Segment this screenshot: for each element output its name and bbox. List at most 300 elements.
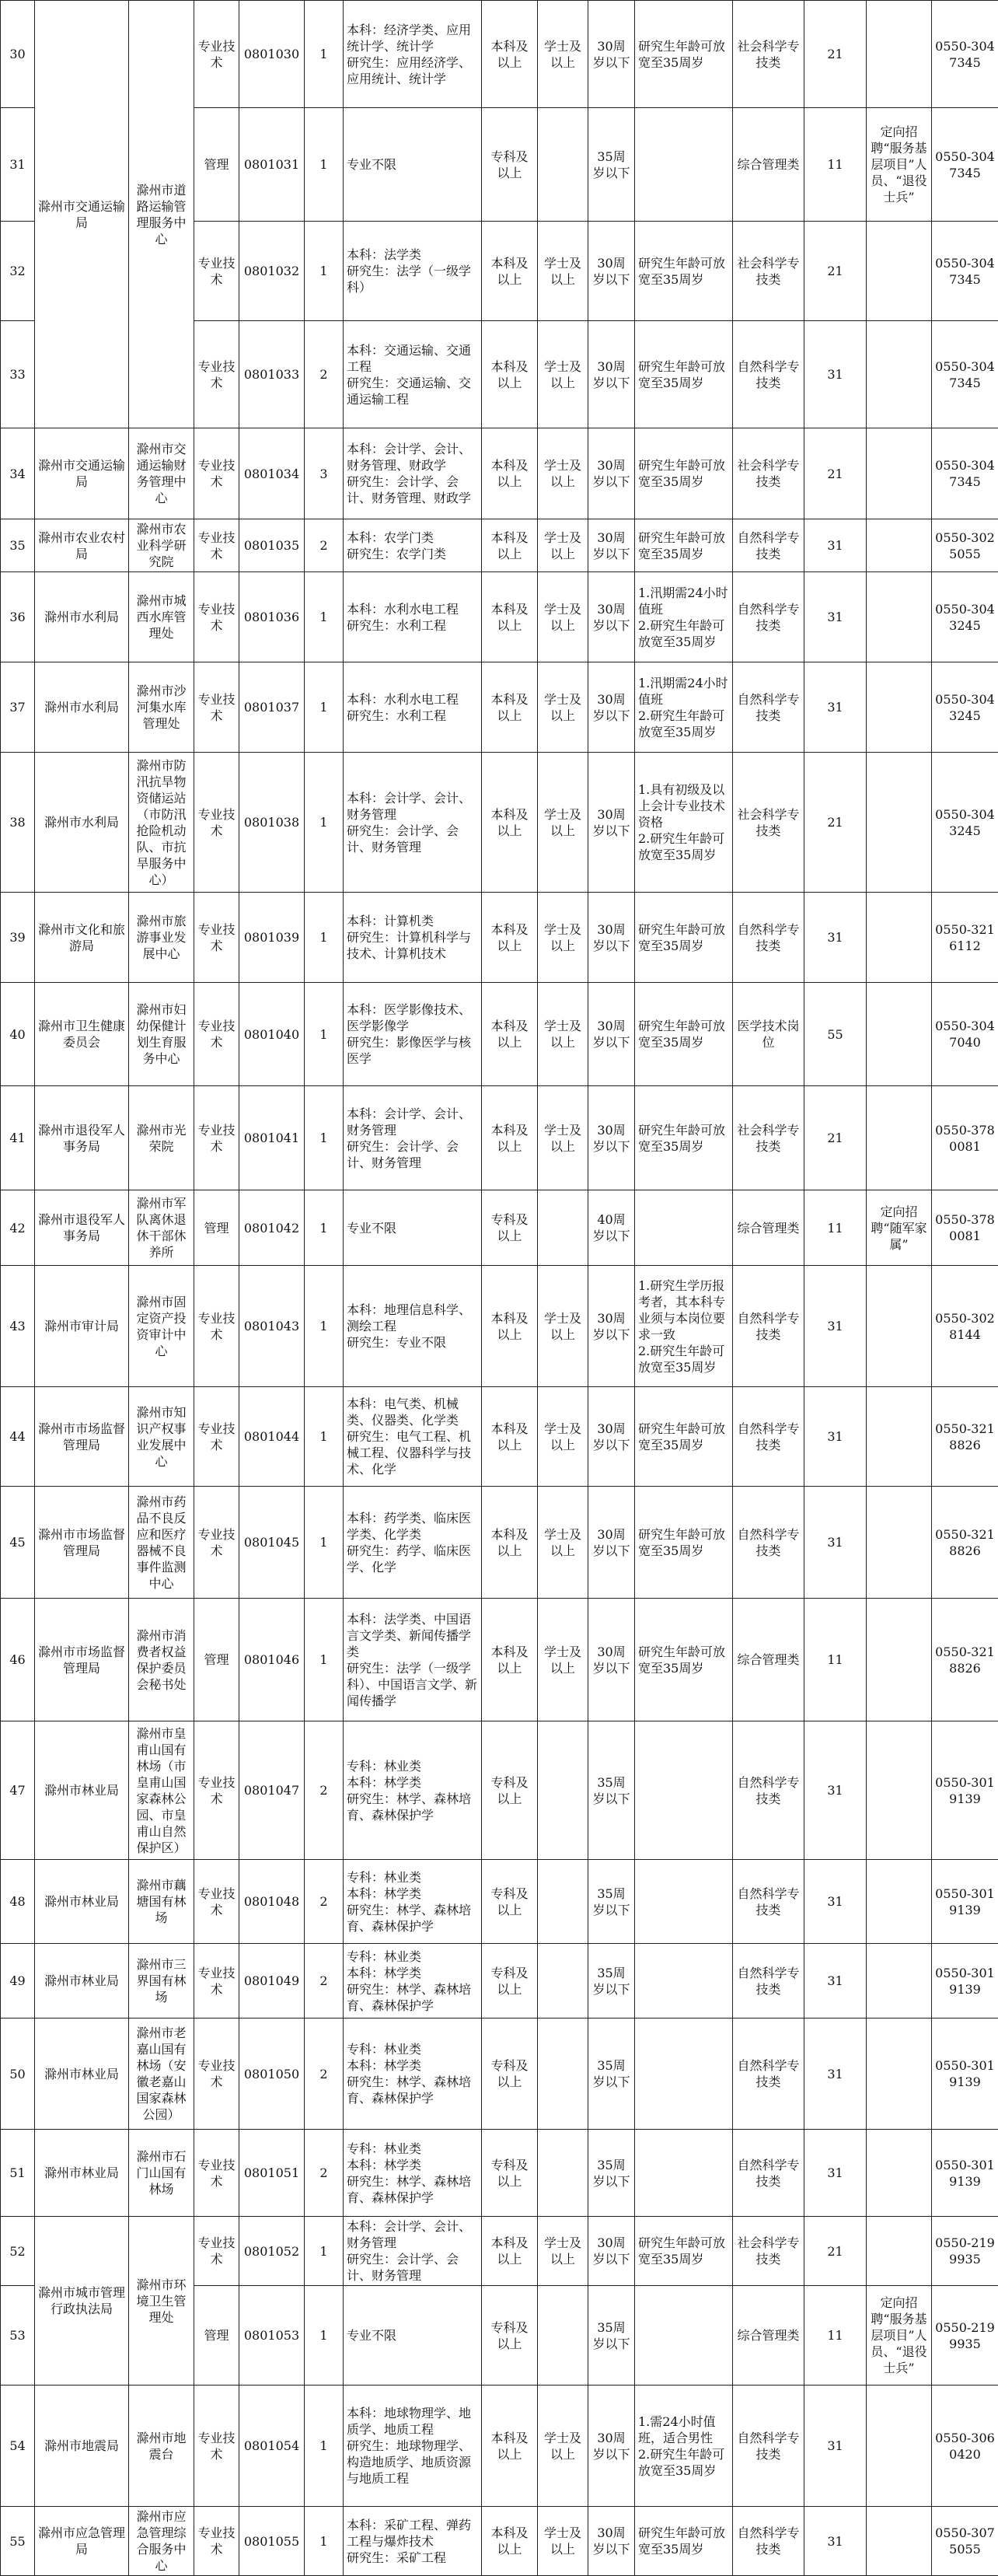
phone-cell: 0550-3075055 [932,2507,998,2576]
post-code-cell: 0801055 [239,2507,305,2576]
department-cell: 滁州市市场监督管理局 [35,1487,129,1599]
count-cell: 1 [305,1266,344,1387]
post-code-cell: 0801037 [239,662,305,753]
major-cell: 本科：交通运输、交通工程 研究生：交通运输、交通运输工程 [344,321,482,428]
post-code-cell: 0801046 [239,1599,305,1721]
seq-cell: 44 [1,1387,35,1487]
other-cell: 定向招聘“服务基层项目”人员、“退役士兵” [867,2286,932,2386]
major-cell: 专业不限 [344,1190,482,1266]
major-cell: 本科：采矿工程、弹药工程与爆炸技术 研究生：采矿工程 [344,2507,482,2576]
table-row [1,1860,998,1944]
count-cell: 1 [305,1086,344,1190]
phone-cell: 0550-3025055 [932,519,998,572]
count-cell: 1 [305,1599,344,1721]
category-code-cell: 21 [804,428,867,519]
category-code-cell: 55 [804,983,867,1086]
table-row [1,1721,998,1860]
age-cell: 30周岁以下 [588,1266,635,1387]
other-cell [867,1387,932,1487]
education-cell: 本科及以上 [482,893,538,983]
seq-cell: 54 [1,2386,35,2507]
category-code-cell: 31 [804,321,867,428]
other-cell [867,2217,932,2286]
requirement-cell: 研究生年龄可放宽至35周岁 [635,1086,733,1190]
category-cell: 综合管理类 [733,1190,804,1266]
unit-cell: 滁州市环境卫生管理处 [129,2217,194,2386]
major-cell: 本科：药学类、临床医学类、化学类 研究生：药学、临床医学、化学 [344,1487,482,1599]
category-cell: 自然科学专技类 [733,2130,804,2217]
category-cell: 自然科学专技类 [733,1860,804,1944]
degree-cell: 学士及以上 [538,1599,588,1721]
post-type-cell: 管理 [194,1190,239,1266]
category-cell: 社会科学专技类 [733,1,804,108]
post-code-cell: 0801034 [239,428,305,519]
count-cell: 1 [305,1387,344,1487]
category-cell: 社会科学专技类 [733,1086,804,1190]
degree-cell: 学士及以上 [538,1,588,108]
seq-cell: 42 [1,1190,35,1266]
major-cell: 本科：电气类、机械类、仪器类、化学类 研究生：电气工程、机械工程、仪器科学与技术、化学 [344,1387,482,1487]
category-code-cell: 31 [804,2507,867,2576]
department-cell: 滁州市市场监督管理局 [35,1599,129,1721]
post-type-cell: 专业技术 [194,222,239,321]
phone-cell: 0550-3043245 [932,753,998,893]
other-cell [867,2507,932,2576]
requirement-cell [635,108,733,222]
department-cell: 滁州市交通运输局 [35,1,129,428]
department-cell: 滁州市市场监督管理局 [35,1387,129,1487]
education-cell: 专科及以上 [482,1190,538,1266]
age-cell: 30周岁以下 [588,753,635,893]
phone-cell: 0550-3060420 [932,2386,998,2507]
category-cell: 社会科学专技类 [733,222,804,321]
major-cell: 本科：计算机类 研究生：计算机科学与技术、计算机技术 [344,893,482,983]
requirement-cell [635,1721,733,1860]
phone-cell: 0550-3043245 [932,572,998,662]
post-type-cell: 专业技术 [194,1487,239,1599]
major-cell: 专业不限 [344,108,482,222]
degree-cell: 学士及以上 [538,1387,588,1487]
count-cell: 2 [305,1860,344,1944]
seq-cell: 53 [1,2286,35,2386]
department-cell: 滁州市退役军人事务局 [35,1086,129,1190]
seq-cell: 31 [1,108,35,222]
post-type-cell: 专业技术 [194,2130,239,2217]
seq-cell: 49 [1,1944,35,2019]
seq-cell: 36 [1,572,35,662]
category-code-cell: 21 [804,2217,867,2286]
other-cell [867,893,932,983]
major-cell: 专科：林业类 本科：林学类 研究生：林学、森林培育、森林保护学 [344,2130,482,2217]
category-cell: 自然科学专技类 [733,2019,804,2130]
degree-cell: 学士及以上 [538,983,588,1086]
seq-cell: 30 [1,1,35,108]
count-cell: 1 [305,222,344,321]
degree-cell: 学士及以上 [538,2217,588,2286]
category-code-cell: 11 [804,108,867,222]
category-code-cell: 21 [804,1086,867,1190]
count-cell: 1 [305,2386,344,2507]
category-cell: 自然科学专技类 [733,2507,804,2576]
phone-cell: 0550-3047345 [932,321,998,428]
phone-cell: 0550-3218826 [932,1387,998,1487]
degree-cell: 学士及以上 [538,662,588,753]
phone-cell: 0550-3216112 [932,893,998,983]
category-code-cell: 31 [804,2130,867,2217]
post-code-cell: 0801033 [239,321,305,428]
post-type-cell: 管理 [194,2286,239,2386]
post-code-cell: 0801049 [239,1944,305,2019]
education-cell: 本科及以上 [482,753,538,893]
category-cell: 自然科学专技类 [733,1266,804,1387]
category-code-cell: 31 [804,1860,867,1944]
seq-cell: 55 [1,2507,35,2576]
category-cell: 自然科学专技类 [733,893,804,983]
post-code-cell: 0801030 [239,1,305,108]
post-code-cell: 0801051 [239,2130,305,2217]
requirement-cell [635,1190,733,1266]
education-cell: 专科及以上 [482,1944,538,2019]
seq-cell: 45 [1,1487,35,1599]
major-cell: 本科：经济学类、应用统计学、统计学 研究生：应用经济学、应用统计、统计学 [344,1,482,108]
table-row [1,2386,998,2507]
requirement-cell: 1.需24小时值班，适合男性 2.研究生年龄可放宽至35周岁 [635,2386,733,2507]
education-cell: 本科及以上 [482,1,538,108]
category-cell: 社会科学专技类 [733,2217,804,2286]
degree-cell [538,1721,588,1860]
age-cell: 30周岁以下 [588,662,635,753]
unit-cell: 滁州市石门山国有林场 [129,2130,194,2217]
age-cell: 35周岁以下 [588,1860,635,1944]
other-cell: 定向招聘“随军家属” [867,1190,932,1266]
education-cell: 本科及以上 [482,2507,538,2576]
post-code-cell: 0801031 [239,108,305,222]
category-code-cell: 21 [804,753,867,893]
table-row [1,1944,998,2019]
post-code-cell: 0801041 [239,1086,305,1190]
phone-cell: 0550-2199935 [932,2217,998,2286]
phone-cell: 0550-3019139 [932,1860,998,1944]
table-row [1,1387,998,1487]
seq-cell: 41 [1,1086,35,1190]
category-cell: 自然科学专技类 [733,519,804,572]
table-row [1,1266,998,1387]
post-code-cell: 0801053 [239,2286,305,2386]
category-cell: 自然科学专技类 [733,572,804,662]
count-cell: 1 [305,572,344,662]
degree-cell: 学士及以上 [538,893,588,983]
phone-cell: 0550-3019139 [932,2130,998,2217]
post-type-cell: 专业技术 [194,2507,239,2576]
seq-cell: 47 [1,1721,35,1860]
age-cell: 30周岁以下 [588,1487,635,1599]
unit-cell: 滁州市防汛抗旱物资储运站（市防汛抢险机动队、市抗旱服务中心） [129,753,194,893]
count-cell: 1 [305,2286,344,2386]
table-row [1,1599,998,1721]
education-cell: 专科及以上 [482,1860,538,1944]
other-cell [867,753,932,893]
age-cell: 40周岁以下 [588,1190,635,1266]
category-cell: 自然科学专技类 [733,1387,804,1487]
phone-cell: 0550-2199935 [932,2286,998,2386]
post-type-cell: 专业技术 [194,1721,239,1860]
major-cell: 本科：法学类 研究生：法学（一级学科） [344,222,482,321]
degree-cell [538,2019,588,2130]
post-type-cell: 专业技术 [194,2019,239,2130]
degree-cell: 学士及以上 [538,2507,588,2576]
unit-cell: 滁州市三界国有林场 [129,1944,194,2019]
phone-cell: 0550-3047040 [932,983,998,1086]
other-cell [867,572,932,662]
unit-cell: 滁州市藕塘国有林场 [129,1860,194,1944]
category-code-cell: 31 [804,1487,867,1599]
count-cell: 3 [305,428,344,519]
count-cell: 1 [305,2217,344,2286]
post-code-cell: 0801032 [239,222,305,321]
count-cell: 2 [305,1944,344,2019]
other-cell [867,1599,932,1721]
unit-cell: 滁州市应急管理综合服务中心 [129,2507,194,2576]
degree-cell: 学士及以上 [538,1086,588,1190]
education-cell: 本科及以上 [482,1487,538,1599]
post-type-cell: 专业技术 [194,1387,239,1487]
degree-cell [538,2130,588,2217]
other-cell [867,983,932,1086]
post-code-cell: 0801048 [239,1860,305,1944]
category-cell: 自然科学专技类 [733,662,804,753]
post-type-cell: 专业技术 [194,1266,239,1387]
education-cell: 本科及以上 [482,2217,538,2286]
major-cell: 本科：会计学、会计、财务管理 研究生：会计学、会计、财务管理 [344,1086,482,1190]
age-cell: 30周岁以下 [588,428,635,519]
post-code-cell: 0801035 [239,519,305,572]
education-cell: 专科及以上 [482,108,538,222]
phone-cell: 0550-3028144 [932,1266,998,1387]
table-row [1,2130,998,2217]
table-row [1,572,998,662]
seq-cell: 34 [1,428,35,519]
age-cell: 35周岁以下 [588,1944,635,2019]
education-cell: 本科及以上 [482,428,538,519]
requirement-cell: 研究生年龄可放宽至35周岁 [635,519,733,572]
post-type-cell: 专业技术 [194,893,239,983]
age-cell: 30周岁以下 [588,983,635,1086]
requirement-cell: 研究生年龄可放宽至35周岁 [635,1599,733,1721]
post-code-cell: 0801043 [239,1266,305,1387]
post-type-cell: 专业技术 [194,2217,239,2286]
education-cell: 专科及以上 [482,1721,538,1860]
unit-cell: 滁州市妇幼保健计划生育服务中心 [129,983,194,1086]
seq-cell: 43 [1,1266,35,1387]
unit-cell: 滁州市老嘉山国有林场（安徽老嘉山国家森林公园） [129,2019,194,2130]
category-code-cell: 11 [804,1190,867,1266]
major-cell: 本科：水利水电工程 研究生：水利工程 [344,572,482,662]
major-cell: 本科：医学影像技术、医学影像学 研究生：影像医学与核医学 [344,983,482,1086]
post-code-cell: 0801040 [239,983,305,1086]
requirement-cell: 1.汛期需24小时值班 2.研究生年龄可放宽至35周岁 [635,572,733,662]
age-cell: 30周岁以下 [588,572,635,662]
category-cell: 自然科学专技类 [733,1944,804,2019]
degree-cell: 学士及以上 [538,519,588,572]
category-code-cell: 11 [804,1599,867,1721]
other-cell: 定向招聘“服务基层项目”人员、“退役士兵” [867,108,932,222]
category-code-cell: 31 [804,1266,867,1387]
other-cell [867,662,932,753]
post-type-cell: 专业技术 [194,572,239,662]
phone-cell: 0550-3019139 [932,1944,998,2019]
requirement-cell: 研究生年龄可放宽至35周岁 [635,983,733,1086]
seq-cell: 33 [1,321,35,428]
requirement-cell [635,2130,733,2217]
department-cell: 滁州市林业局 [35,2019,129,2130]
requirement-cell [635,1860,733,1944]
unit-cell: 滁州市知识产权事业发展中心 [129,1387,194,1487]
department-cell: 滁州市水利局 [35,753,129,893]
degree-cell: 学士及以上 [538,428,588,519]
seq-cell: 35 [1,519,35,572]
category-cell: 自然科学专技类 [733,1721,804,1860]
other-cell [867,519,932,572]
age-cell: 30周岁以下 [588,1086,635,1190]
major-cell: 专科：林业类 本科：林学类 研究生：林学、森林培育、森林保护学 [344,1944,482,2019]
requirement-cell: 研究生年龄可放宽至35周岁 [635,428,733,519]
education-cell: 本科及以上 [482,1266,538,1387]
table-row [1,2507,998,2576]
post-type-cell: 专业技术 [194,1,239,108]
seq-cell: 51 [1,2130,35,2217]
post-type-cell: 专业技术 [194,1944,239,2019]
seq-cell: 48 [1,1860,35,1944]
requirement-cell: 研究生年龄可放宽至35周岁 [635,1487,733,1599]
category-cell: 自然科学专技类 [733,1487,804,1599]
education-cell: 本科及以上 [482,2386,538,2507]
seq-cell: 46 [1,1599,35,1721]
major-cell: 本科：农学门类 研究生：农学门类 [344,519,482,572]
other-cell [867,1721,932,1860]
phone-cell: 0550-3047345 [932,1,998,108]
unit-cell: 滁州市道路运输管理服务中心 [129,1,194,428]
major-cell: 本科：地理信息科学、测绘工程 研究生：专业不限 [344,1266,482,1387]
other-cell [867,2130,932,2217]
category-cell: 医学技术岗位 [733,983,804,1086]
education-cell: 本科及以上 [482,519,538,572]
post-type-cell: 专业技术 [194,428,239,519]
education-cell: 专科及以上 [482,2286,538,2386]
count-cell: 1 [305,753,344,893]
phone-cell: 0550-3218826 [932,1487,998,1599]
degree-cell [538,2286,588,2386]
requirement-cell [635,1944,733,2019]
phone-cell: 0550-3047345 [932,222,998,321]
education-cell: 本科及以上 [482,572,538,662]
category-code-cell: 31 [804,519,867,572]
unit-cell: 滁州市沙河集水库管理处 [129,662,194,753]
post-type-cell: 管理 [194,1599,239,1721]
phone-cell: 0550-3218826 [932,1599,998,1721]
age-cell: 30周岁以下 [588,2217,635,2286]
phone-cell: 0550-3043245 [932,662,998,753]
category-code-cell: 31 [804,662,867,753]
category-code-cell: 31 [804,1721,867,1860]
table-row [1,1487,998,1599]
requirement-cell: 1.研究生学历报考者，其本科专业须与本岗位要求一致 2.研究生年龄可放宽至35周岁 [635,1266,733,1387]
unit-cell: 滁州市军队离休退休干部休养所 [129,1190,194,1266]
phone-cell: 0550-3047345 [932,108,998,222]
requirement-cell [635,2286,733,2386]
requirement-cell: 1.汛期需24小时值班 2.研究生年龄可放宽至35周岁 [635,662,733,753]
education-cell: 本科及以上 [482,1599,538,1721]
age-cell: 30周岁以下 [588,1599,635,1721]
department-cell: 滁州市退役军人事务局 [35,1190,129,1266]
requirement-cell: 研究生年龄可放宽至35周岁 [635,893,733,983]
degree-cell: 学士及以上 [538,1266,588,1387]
education-cell: 本科及以上 [482,222,538,321]
seq-cell: 32 [1,222,35,321]
degree-cell [538,1860,588,1944]
category-code-cell: 31 [804,2019,867,2130]
age-cell: 30周岁以下 [588,2386,635,2507]
department-cell: 滁州市林业局 [35,1944,129,2019]
phone-cell: 0550-3047345 [932,428,998,519]
post-code-cell: 0801047 [239,1721,305,1860]
unit-cell: 滁州市旅游事业发展中心 [129,893,194,983]
table-row [1,662,998,753]
requirement-cell [635,2019,733,2130]
post-code-cell: 0801038 [239,753,305,893]
age-cell: 35周岁以下 [588,108,635,222]
requirement-cell: 1.具有初级及以上会计专业技术资格 2.研究生年龄可放宽至35周岁 [635,753,733,893]
post-type-cell: 专业技术 [194,983,239,1086]
count-cell: 2 [305,321,344,428]
count-cell: 1 [305,108,344,222]
age-cell: 30周岁以下 [588,2507,635,2576]
count-cell: 1 [305,1190,344,1266]
post-code-cell: 0801039 [239,893,305,983]
table-row [1,2217,998,2286]
age-cell: 35周岁以下 [588,2130,635,2217]
seq-cell: 40 [1,983,35,1086]
seq-cell: 50 [1,2019,35,2130]
degree-cell: 学士及以上 [538,321,588,428]
count-cell: 1 [305,1487,344,1599]
requirement-cell: 研究生年龄可放宽至35周岁 [635,1,733,108]
other-cell [867,222,932,321]
count-cell: 1 [305,662,344,753]
table-row [1,519,998,572]
department-cell: 滁州市交通运输局 [35,428,129,519]
department-cell: 滁州市林业局 [35,1860,129,1944]
post-type-cell: 专业技术 [194,753,239,893]
degree-cell: 学士及以上 [538,222,588,321]
education-cell: 专科及以上 [482,2019,538,2130]
other-cell [867,1,932,108]
age-cell: 30周岁以下 [588,1,635,108]
age-cell: 30周岁以下 [588,1387,635,1487]
count-cell: 2 [305,2019,344,2130]
other-cell [867,2386,932,2507]
post-code-cell: 0801044 [239,1387,305,1487]
other-cell [867,1487,932,1599]
department-cell: 滁州市城市管理行政执法局 [35,2217,129,2386]
degree-cell [538,108,588,222]
major-cell: 专科：林业类 本科：林学类 研究生：林学、森林培育、森林保护学 [344,2019,482,2130]
unit-cell: 滁州市地震台 [129,2386,194,2507]
education-cell: 本科及以上 [482,321,538,428]
department-cell: 滁州市地震局 [35,2386,129,2507]
post-code-cell: 0801042 [239,1190,305,1266]
department-cell: 滁州市水利局 [35,572,129,662]
post-code-cell: 0801054 [239,2386,305,2507]
